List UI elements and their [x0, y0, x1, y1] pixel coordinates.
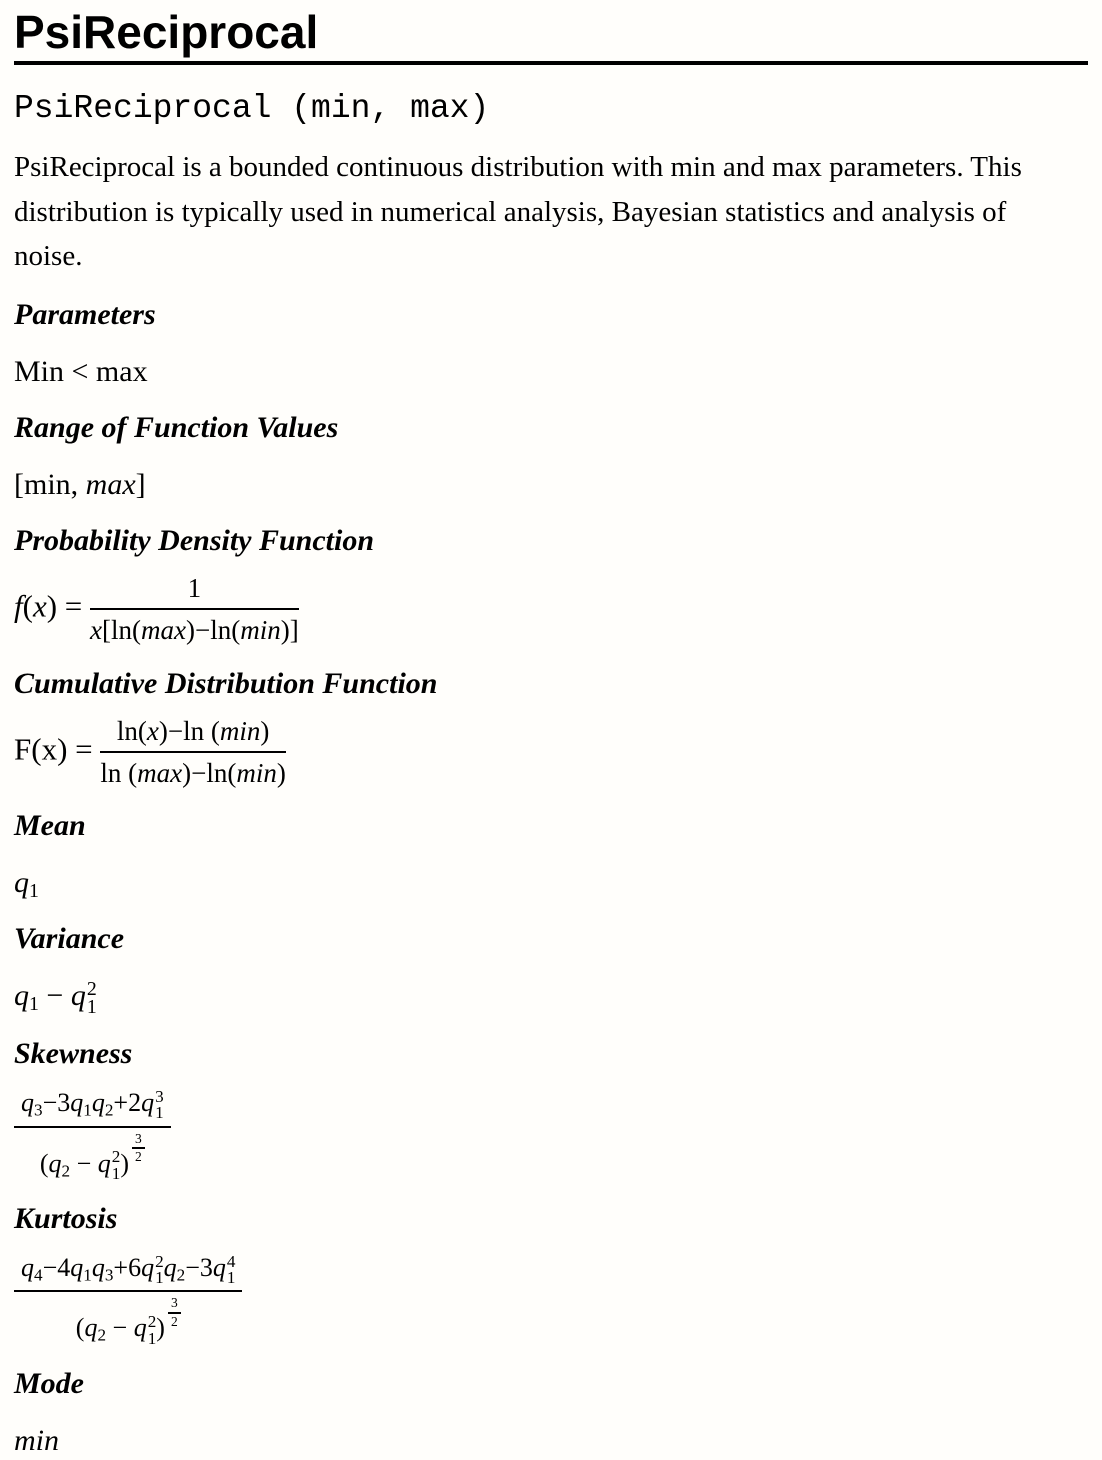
- section-skewness: [14, 1036, 1088, 1182]
- section-pdf: [14, 523, 1088, 647]
- heading-probability-density-function: Probability Density Function: [14, 523, 375, 557]
- heading-mode: Mode: [14, 1366, 84, 1400]
- page-title: PsiReciprocal: [14, 6, 319, 58]
- heading-mean: Mean: [14, 809, 86, 843]
- section-variance: [14, 921, 1088, 1017]
- heading-kurtosis: Kurtosis: [14, 1202, 118, 1236]
- heading-cumulative-distribution-function: Cumulative Distribution Function: [14, 666, 438, 700]
- pdf-formula: f(x) = $\frac{1}{x[\ln(\max)-\ln(\min)]}$: [14, 572, 299, 646]
- heading-skewness: Skewness: [14, 1037, 133, 1071]
- kurtosis-formula: $q_4-4q_1q_3+6q$ 2 1 $q_2-3q$ 4 1 ($q_2 - q$ 2 1 ) $\frac{3}{2}$: [14, 1252, 1088, 1347]
- heading-range-of-function-values: Range of Function Values: [14, 410, 339, 444]
- description-paragraph: PsiReciprocal is a bounded continuous distribution with min and max parameters. This distribution is typically used in numerical analysis, Bayesian statistics and analysis of noise.: [14, 151, 1022, 272]
- section-parameters: [14, 297, 1088, 391]
- parameters-value: Min < max: [14, 354, 148, 388]
- cdf-formula: F(x) = $\frac{\ln(x)-\ln (\min)}{\ln (\max)-\ln(\min)}$: [14, 715, 286, 788]
- heading-parameters: Parameters: [14, 297, 156, 331]
- section-kurtosis: [14, 1201, 1088, 1347]
- mode-value: min: [14, 1423, 59, 1457]
- section-range: [14, 410, 1088, 504]
- heading-variance: Variance: [14, 922, 125, 956]
- section-mode: [14, 1366, 1088, 1460]
- skewness-formula: $q_3-3q_1q_2+2q$ 3 1 ($q_2 - q$ 2 1 ) $\frac{3}{2}$: [14, 1087, 1088, 1182]
- mean-value: $q_1$: [14, 866, 39, 903]
- range-value: [min, max]: [14, 467, 146, 501]
- section-cdf: [14, 666, 1088, 790]
- variance-value: $q_1 - q$ 2 1: [14, 977, 97, 1019]
- section-mean: [14, 808, 1088, 902]
- function-signature: PsiReciprocal (min, max): [14, 89, 490, 127]
- title-rule: [14, 61, 1088, 65]
